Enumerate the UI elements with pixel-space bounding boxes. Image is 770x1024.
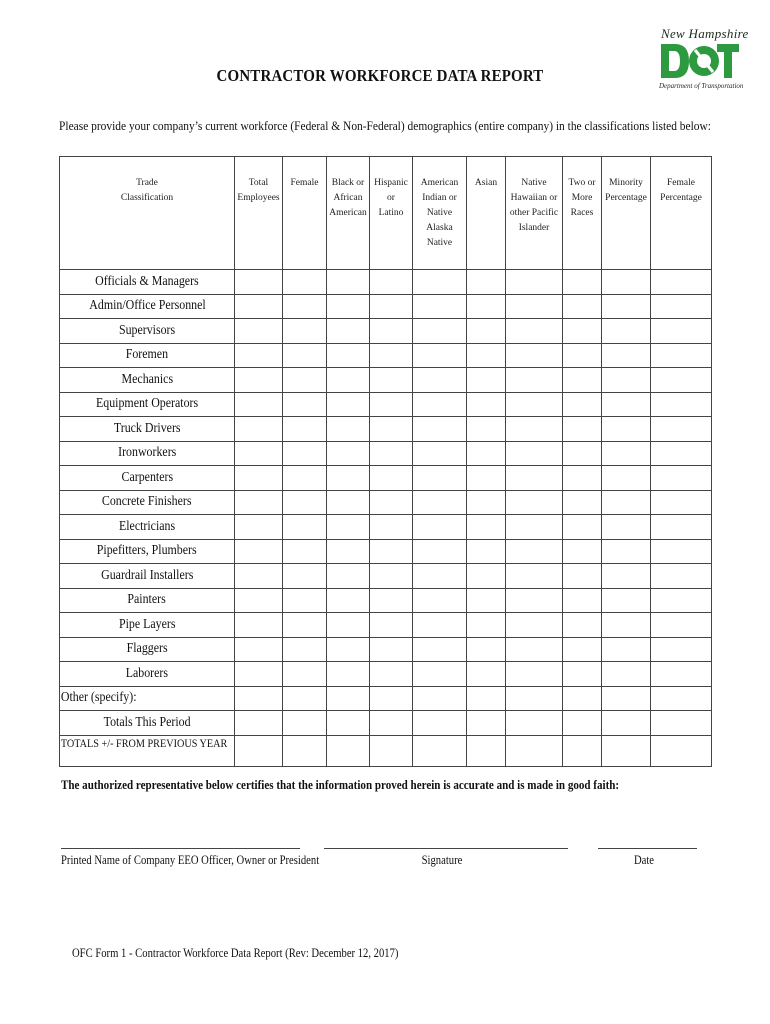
- data-entry-cell[interactable]: [327, 515, 370, 540]
- data-entry-cell[interactable]: [370, 343, 413, 368]
- data-entry-cell[interactable]: [413, 294, 467, 319]
- data-entry-cell[interactable]: [651, 711, 712, 736]
- table-row: [60, 564, 712, 589]
- data-entry-cell[interactable]: [563, 441, 602, 466]
- data-entry-cell[interactable]: [413, 539, 467, 564]
- instructions-text: Please provide your company’s current workforce (Federal & Non-Federal) demographics (entire company) in the classifications listed below:: [59, 118, 711, 133]
- logo-script-text: New Hampshire: [661, 26, 749, 41]
- trade-classification-label: Mechanics: [121, 371, 173, 387]
- data-entry-cell[interactable]: [506, 343, 563, 368]
- trade-classification-cell: [60, 417, 235, 442]
- data-entry-cell[interactable]: [506, 490, 563, 515]
- data-entry-cell[interactable]: [563, 686, 602, 711]
- data-entry-cell[interactable]: [283, 711, 327, 736]
- data-entry-cell[interactable]: [327, 735, 370, 766]
- data-entry-cell[interactable]: [283, 270, 327, 295]
- trade-classification-label: Other (specify):: [60, 690, 137, 706]
- data-entry-cell[interactable]: [283, 294, 327, 319]
- data-entry-cell[interactable]: [651, 637, 712, 662]
- data-entry-cell[interactable]: [235, 441, 283, 466]
- data-entry-cell[interactable]: [413, 637, 467, 662]
- data-entry-cell[interactable]: [651, 588, 712, 613]
- data-entry-cell[interactable]: [413, 270, 467, 295]
- data-entry-cell[interactable]: [235, 588, 283, 613]
- trade-classification-label: Laborers: [125, 665, 169, 681]
- column-header: Asian: [467, 157, 506, 270]
- data-entry-cell[interactable]: [506, 294, 563, 319]
- trade-classification-cell: [60, 294, 235, 319]
- data-entry-cell[interactable]: [602, 392, 651, 417]
- data-entry-cell[interactable]: [602, 490, 651, 515]
- data-entry-cell[interactable]: [327, 466, 370, 491]
- column-header: Female: [283, 157, 327, 270]
- data-entry-cell[interactable]: [283, 392, 327, 417]
- trade-classification-label: Guardrail Installers: [100, 567, 194, 583]
- data-entry-cell[interactable]: [283, 417, 327, 442]
- data-entry-cell[interactable]: [602, 686, 651, 711]
- data-entry-cell[interactable]: [651, 490, 712, 515]
- data-entry-cell[interactable]: [563, 417, 602, 442]
- data-entry-cell[interactable]: [467, 564, 506, 589]
- data-entry-cell[interactable]: [283, 466, 327, 491]
- data-entry-cell[interactable]: [651, 294, 712, 319]
- data-entry-cell[interactable]: [370, 368, 413, 393]
- table-row: [60, 441, 712, 466]
- data-entry-cell[interactable]: [506, 686, 563, 711]
- table-row: [60, 539, 712, 564]
- trade-classification-cell: [60, 564, 235, 589]
- data-entry-cell[interactable]: [506, 613, 563, 638]
- data-entry-cell[interactable]: [467, 270, 506, 295]
- data-entry-cell[interactable]: [327, 662, 370, 687]
- data-entry-cell[interactable]: [506, 368, 563, 393]
- trade-classification-cell: [60, 613, 235, 638]
- data-entry-cell[interactable]: [370, 588, 413, 613]
- data-entry-cell[interactable]: [283, 735, 327, 766]
- data-entry-cell[interactable]: [651, 564, 712, 589]
- name-signature-line[interactable]: [61, 848, 300, 849]
- signature-line[interactable]: [324, 848, 568, 849]
- data-entry-cell[interactable]: [413, 662, 467, 687]
- data-entry-cell[interactable]: [413, 515, 467, 540]
- data-entry-cell[interactable]: [413, 319, 467, 344]
- data-entry-cell[interactable]: [283, 441, 327, 466]
- column-header: Trade Classification: [60, 157, 235, 270]
- trade-classification-label: Totals This Period: [103, 714, 191, 730]
- column-header: Two or More Races: [563, 157, 602, 270]
- data-entry-cell[interactable]: [563, 539, 602, 564]
- data-entry-cell[interactable]: [602, 564, 651, 589]
- data-entry-cell[interactable]: [283, 319, 327, 344]
- trade-classification-cell: [60, 686, 235, 711]
- data-entry-cell[interactable]: [506, 711, 563, 736]
- data-entry-cell[interactable]: [506, 662, 563, 687]
- data-entry-cell[interactable]: [235, 613, 283, 638]
- data-entry-cell[interactable]: [370, 466, 413, 491]
- data-entry-cell[interactable]: [602, 270, 651, 295]
- date-label: Date: [633, 853, 655, 867]
- data-entry-cell[interactable]: [413, 392, 467, 417]
- data-entry-cell[interactable]: [563, 613, 602, 638]
- data-entry-cell[interactable]: [467, 588, 506, 613]
- data-entry-cell[interactable]: [506, 441, 563, 466]
- table-header-row: [60, 157, 712, 270]
- trade-classification-label: Painters: [127, 592, 167, 608]
- data-entry-cell[interactable]: [467, 539, 506, 564]
- workforce-table: [59, 156, 712, 767]
- data-entry-cell[interactable]: [563, 735, 602, 766]
- data-entry-cell[interactable]: [506, 588, 563, 613]
- trade-classification-cell: [60, 319, 235, 344]
- table-row: [60, 270, 712, 295]
- data-entry-cell[interactable]: [370, 319, 413, 344]
- data-entry-cell[interactable]: [506, 539, 563, 564]
- data-entry-cell[interactable]: [370, 613, 413, 638]
- data-entry-cell[interactable]: [370, 515, 413, 540]
- column-header: Native Hawaiian or other Pacific Islander: [506, 157, 563, 270]
- data-entry-cell[interactable]: [563, 270, 602, 295]
- data-entry-cell[interactable]: [327, 711, 370, 736]
- trade-classification-label: Pipe Layers: [118, 616, 176, 632]
- data-entry-cell[interactable]: [327, 490, 370, 515]
- data-entry-cell[interactable]: [651, 735, 712, 766]
- data-entry-cell[interactable]: [235, 343, 283, 368]
- data-entry-cell[interactable]: [651, 417, 712, 442]
- table-row: [60, 588, 712, 613]
- data-entry-cell[interactable]: [651, 392, 712, 417]
- table-row: [60, 490, 712, 515]
- data-entry-cell[interactable]: [283, 343, 327, 368]
- data-entry-cell[interactable]: [370, 392, 413, 417]
- column-header: Hispanic or Latino: [370, 157, 413, 270]
- data-entry-cell[interactable]: [563, 637, 602, 662]
- data-entry-cell[interactable]: [283, 564, 327, 589]
- data-entry-cell[interactable]: [467, 392, 506, 417]
- trade-classification-label: Concrete Finishers: [102, 494, 192, 510]
- data-entry-cell[interactable]: [327, 270, 370, 295]
- data-entry-cell[interactable]: [327, 564, 370, 589]
- data-entry-cell[interactable]: [563, 711, 602, 736]
- data-entry-cell[interactable]: [283, 588, 327, 613]
- data-entry-cell[interactable]: [235, 294, 283, 319]
- data-entry-cell[interactable]: [370, 270, 413, 295]
- data-entry-cell[interactable]: [327, 637, 370, 662]
- data-entry-cell[interactable]: [563, 490, 602, 515]
- data-entry-cell[interactable]: [235, 392, 283, 417]
- data-entry-cell[interactable]: [413, 735, 467, 766]
- data-entry-cell[interactable]: [467, 343, 506, 368]
- data-entry-cell[interactable]: [467, 490, 506, 515]
- table-row: [60, 368, 712, 393]
- data-entry-cell[interactable]: [327, 368, 370, 393]
- data-entry-cell[interactable]: [602, 588, 651, 613]
- table-row: [60, 711, 712, 736]
- table-row: [60, 686, 712, 711]
- data-entry-cell[interactable]: [563, 343, 602, 368]
- data-entry-cell[interactable]: [651, 441, 712, 466]
- data-entry-cell[interactable]: [413, 613, 467, 638]
- data-entry-cell[interactable]: [467, 711, 506, 736]
- data-entry-cell[interactable]: [467, 466, 506, 491]
- data-entry-cell[interactable]: [327, 319, 370, 344]
- data-entry-cell[interactable]: [602, 441, 651, 466]
- data-entry-cell[interactable]: [327, 539, 370, 564]
- data-entry-cell[interactable]: [235, 711, 283, 736]
- data-entry-cell[interactable]: [235, 270, 283, 295]
- column-header: Total Employees: [235, 157, 283, 270]
- data-entry-cell[interactable]: [235, 417, 283, 442]
- table-row: [60, 343, 712, 368]
- data-entry-cell[interactable]: [563, 294, 602, 319]
- data-entry-cell[interactable]: [563, 392, 602, 417]
- data-entry-cell[interactable]: [327, 343, 370, 368]
- data-entry-cell[interactable]: [467, 368, 506, 393]
- data-entry-cell[interactable]: [602, 319, 651, 344]
- data-entry-cell[interactable]: [370, 490, 413, 515]
- trade-classification-cell: [60, 392, 235, 417]
- data-entry-cell[interactable]: [651, 515, 712, 540]
- trade-classification-label: Admin/Office Personnel: [88, 298, 206, 314]
- data-entry-cell[interactable]: [327, 441, 370, 466]
- data-entry-cell[interactable]: [651, 368, 712, 393]
- page-title: CONTRACTOR WORKFORCE DATA REPORT: [216, 66, 544, 85]
- table-body: [60, 270, 712, 767]
- data-entry-cell[interactable]: [563, 319, 602, 344]
- data-entry-cell[interactable]: [467, 515, 506, 540]
- data-entry-cell[interactable]: [602, 613, 651, 638]
- data-entry-cell[interactable]: [327, 392, 370, 417]
- data-entry-cell[interactable]: [370, 294, 413, 319]
- trade-classification-cell: [60, 588, 235, 613]
- trade-classification-label: Ironworkers: [117, 445, 177, 461]
- table-row: [60, 637, 712, 662]
- data-entry-cell[interactable]: [467, 294, 506, 319]
- data-entry-cell[interactable]: [506, 564, 563, 589]
- data-entry-cell[interactable]: [413, 564, 467, 589]
- table-row: [60, 294, 712, 319]
- certification-text: The authorized representative below certifies that the information proved herein is accurate and is made in good faith:: [61, 777, 620, 792]
- signature-label: Signature: [421, 853, 463, 867]
- trade-classification-label: Truck Drivers: [113, 420, 181, 436]
- data-entry-cell[interactable]: [506, 270, 563, 295]
- data-entry-cell[interactable]: [602, 735, 651, 766]
- trade-classification-cell: [60, 270, 235, 295]
- data-entry-cell[interactable]: [370, 417, 413, 442]
- data-entry-cell[interactable]: [283, 539, 327, 564]
- data-entry-cell[interactable]: [602, 294, 651, 319]
- data-entry-cell[interactable]: [563, 662, 602, 687]
- data-entry-cell[interactable]: [506, 417, 563, 442]
- trade-classification-cell: [60, 515, 235, 540]
- data-entry-cell[interactable]: [651, 662, 712, 687]
- data-entry-cell[interactable]: [563, 515, 602, 540]
- trade-classification-label: Equipment Operators: [95, 396, 199, 412]
- data-entry-cell[interactable]: [283, 662, 327, 687]
- table-row: [60, 392, 712, 417]
- trade-classification-cell: [60, 539, 235, 564]
- data-entry-cell[interactable]: [327, 588, 370, 613]
- data-entry-cell[interactable]: [467, 686, 506, 711]
- nhdot-logo: [655, 26, 749, 98]
- trade-classification-cell: [60, 662, 235, 687]
- table-row: [60, 662, 712, 687]
- data-entry-cell[interactable]: [327, 686, 370, 711]
- data-entry-cell[interactable]: [370, 711, 413, 736]
- data-entry-cell[interactable]: [651, 270, 712, 295]
- trade-classification-cell: [60, 637, 235, 662]
- data-entry-cell[interactable]: [563, 564, 602, 589]
- data-entry-cell[interactable]: [506, 319, 563, 344]
- data-entry-cell[interactable]: [413, 417, 467, 442]
- data-entry-cell[interactable]: [563, 368, 602, 393]
- data-entry-cell[interactable]: [602, 711, 651, 736]
- data-entry-cell[interactable]: [506, 735, 563, 766]
- data-entry-cell[interactable]: [283, 368, 327, 393]
- data-entry-cell[interactable]: [602, 662, 651, 687]
- name-label: Printed Name of Company EEO Officer, Owner or President: [61, 853, 320, 867]
- data-entry-cell[interactable]: [235, 490, 283, 515]
- data-entry-cell[interactable]: [506, 515, 563, 540]
- data-entry-cell[interactable]: [413, 441, 467, 466]
- data-entry-cell[interactable]: [235, 515, 283, 540]
- data-entry-cell[interactable]: [370, 662, 413, 687]
- data-entry-cell[interactable]: [602, 368, 651, 393]
- data-entry-cell[interactable]: [327, 294, 370, 319]
- table-row: [60, 319, 712, 344]
- data-entry-cell[interactable]: [602, 417, 651, 442]
- data-entry-cell[interactable]: [327, 613, 370, 638]
- data-entry-cell[interactable]: [370, 441, 413, 466]
- column-header: American Indian or Native Alaska Native: [413, 157, 467, 270]
- data-entry-cell[interactable]: [413, 466, 467, 491]
- data-entry-cell[interactable]: [413, 490, 467, 515]
- trade-classification-cell: [60, 735, 235, 766]
- data-entry-cell[interactable]: [563, 466, 602, 491]
- data-entry-cell[interactable]: [467, 417, 506, 442]
- data-entry-cell[interactable]: [602, 539, 651, 564]
- data-entry-cell[interactable]: [235, 735, 283, 766]
- data-entry-cell[interactable]: [283, 613, 327, 638]
- data-entry-cell[interactable]: [327, 417, 370, 442]
- table-row: [60, 515, 712, 540]
- data-entry-cell[interactable]: [235, 319, 283, 344]
- trade-classification-cell: [60, 490, 235, 515]
- data-entry-cell[interactable]: [283, 515, 327, 540]
- data-entry-cell[interactable]: [467, 637, 506, 662]
- data-entry-cell[interactable]: [370, 564, 413, 589]
- trade-classification-cell: [60, 441, 235, 466]
- data-entry-cell[interactable]: [235, 662, 283, 687]
- trade-classification-label: Flaggers: [126, 641, 168, 657]
- column-header: Black or African American: [327, 157, 370, 270]
- data-entry-cell[interactable]: [413, 686, 467, 711]
- data-entry-cell[interactable]: [413, 343, 467, 368]
- data-entry-cell[interactable]: [467, 613, 506, 638]
- data-entry-cell[interactable]: [235, 686, 283, 711]
- table-row: [60, 613, 712, 638]
- form-footer: OFC Form 1 - Contractor Workforce Data Report (Rev: December 12, 2017): [72, 946, 399, 960]
- data-entry-cell[interactable]: [506, 466, 563, 491]
- trade-classification-label: TOTALS +/- FROM PREVIOUS YEAR: [60, 735, 228, 750]
- data-entry-cell[interactable]: [651, 466, 712, 491]
- data-entry-cell[interactable]: [370, 637, 413, 662]
- data-entry-cell[interactable]: [413, 368, 467, 393]
- data-entry-cell[interactable]: [235, 466, 283, 491]
- table-row: [60, 417, 712, 442]
- data-entry-cell[interactable]: [370, 735, 413, 766]
- data-entry-cell[interactable]: [370, 539, 413, 564]
- trade-classification-label: Pipefitters, Plumbers: [97, 543, 197, 559]
- column-header: Minority Percentage: [602, 157, 651, 270]
- data-entry-cell[interactable]: [602, 466, 651, 491]
- trade-classification-cell: [60, 466, 235, 491]
- trade-classification-label: Electricians: [118, 518, 176, 534]
- trade-classification-label: Carpenters: [121, 469, 173, 485]
- data-entry-cell[interactable]: [651, 539, 712, 564]
- data-entry-cell[interactable]: [467, 441, 506, 466]
- data-entry-cell[interactable]: [467, 319, 506, 344]
- data-entry-cell[interactable]: [467, 662, 506, 687]
- data-entry-cell[interactable]: [235, 564, 283, 589]
- trade-classification-label: Foremen: [125, 347, 169, 363]
- trade-classification-cell: [60, 711, 235, 736]
- data-entry-cell[interactable]: [651, 686, 712, 711]
- trade-classification-label: Officials & Managers: [95, 273, 199, 289]
- data-entry-cell[interactable]: [467, 735, 506, 766]
- data-entry-cell[interactable]: [235, 368, 283, 393]
- table-row: [60, 466, 712, 491]
- data-entry-cell[interactable]: [413, 711, 467, 736]
- data-entry-cell[interactable]: [602, 515, 651, 540]
- logo-dept-text: Department of Transportation: [659, 82, 744, 90]
- data-entry-cell[interactable]: [651, 343, 712, 368]
- data-entry-cell[interactable]: [506, 392, 563, 417]
- trade-classification-cell: [60, 368, 235, 393]
- column-header: Female Percentage: [651, 157, 712, 270]
- data-entry-cell[interactable]: [283, 637, 327, 662]
- data-entry-cell[interactable]: [506, 637, 563, 662]
- data-entry-cell[interactable]: [602, 343, 651, 368]
- date-line[interactable]: [598, 848, 697, 849]
- data-entry-cell[interactable]: [602, 637, 651, 662]
- trade-classification-cell: [60, 343, 235, 368]
- data-entry-cell[interactable]: [563, 588, 602, 613]
- data-entry-cell[interactable]: [235, 637, 283, 662]
- data-entry-cell[interactable]: [651, 613, 712, 638]
- data-entry-cell[interactable]: [370, 686, 413, 711]
- data-entry-cell[interactable]: [283, 686, 327, 711]
- data-entry-cell[interactable]: [651, 319, 712, 344]
- data-entry-cell[interactable]: [283, 490, 327, 515]
- table-row: [60, 735, 712, 766]
- data-entry-cell[interactable]: [413, 588, 467, 613]
- data-entry-cell[interactable]: [235, 539, 283, 564]
- trade-classification-label: Supervisors: [118, 322, 176, 338]
